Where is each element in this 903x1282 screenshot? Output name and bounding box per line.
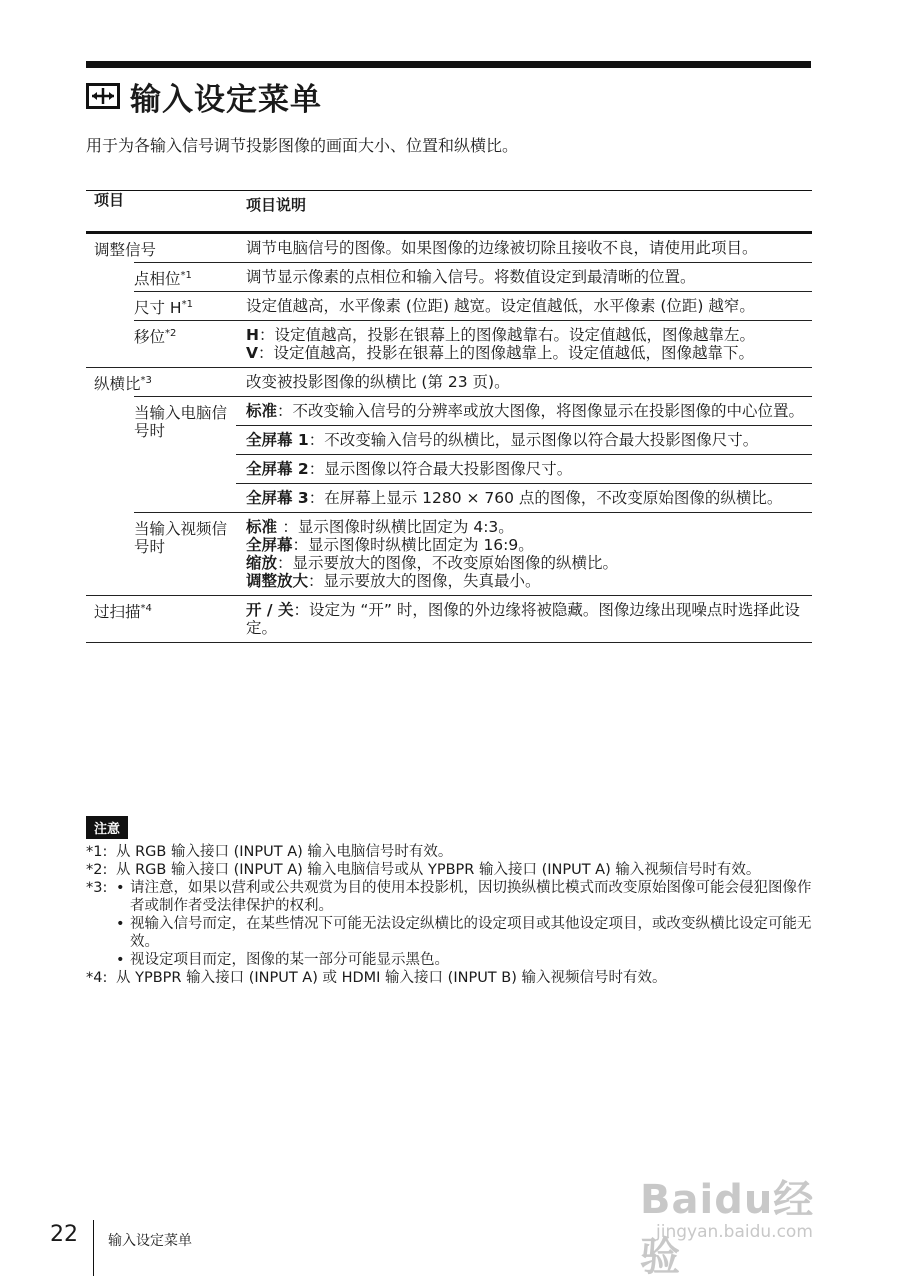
row-label-adjust-signal: 调整信号 [94, 241, 157, 259]
row-desc-phase: 调节显示像素的点相位和输入信号。将数值设定到最清晰的位置。 [236, 263, 812, 292]
footnote-ref: *4 [140, 603, 152, 614]
row-label-video-input: 当输入视频信号时 [134, 513, 236, 596]
header-item: 项目 [86, 191, 236, 233]
footer-divider [93, 1220, 94, 1276]
row-label-overscan: 过扫描$^{*4}$ [86, 596, 236, 643]
watermark-logo: Baidu经验 [640, 1177, 815, 1280]
row-label-hsize: 尺寸 $H^{*1}$ [134, 292, 236, 321]
row-label-shift: 移位$^{*2}$ [134, 321, 236, 368]
note-4: *4: 从 YPBPR 输入接口 (INPUT A) 或 HDMI 输入接口 (INPUT B) 输入视频信号时有效。 [86, 970, 667, 986]
footnote-ref: *1 [180, 270, 192, 281]
footer-title: 输入设定菜单 [108, 1233, 192, 1249]
row-desc-video-modes: 标准 ：显示图像时纵横比固定为 4:3。 全屏幕：显示图像时纵横比固定为 16:9。 缩放：显示要放大的图像，不改变原始图像的纵横比。 调整放大：显示要放大的图像，失真最小。 [236, 513, 812, 596]
note-3-item: • 视输入信号而定，在某些情况下可能无法设定纵横比的设定项目或其他设定项目，或改变纵横比设定可能无效。 [116, 916, 812, 950]
table-row [86, 596, 812, 643]
row-desc-hsize: 设定值越高，水平像素 (位距) 越宽。设定值越低，水平像素 (位距) 越窄。 [236, 292, 812, 321]
row-desc-aspect: 改变被投影图像的纵横比 (第 23 页)。 [236, 368, 812, 397]
row-desc-shift: H：设定值越高，投影在银幕上的图像越靠右。设定值越低，图像越靠左。 V：设定值越高，投影在银幕上的图像越靠上。设定值越低，图像越靠下。 [236, 321, 812, 368]
row-desc-pc-full3: 全屏幕 3：在屏幕上显示 1280 × 760 点的图像，不改变原始图像的纵横比。 [236, 484, 812, 513]
table-row [86, 397, 812, 426]
intro-text: 用于为各输入信号调节投影图像的画面大小、位置和纵横比。 [86, 136, 519, 155]
input-setting-menu-icon [86, 83, 120, 109]
row-desc-adjust-signal: 调节电脑信号的图像。如果图像的边缘被切除且接收不良，请使用此项目。 [246, 239, 758, 257]
note-1: *1: 从 RGB 输入接口 (INPUT A) 输入电脑信号时有效。 [86, 844, 453, 860]
page-title: 输入设定菜单 [130, 81, 322, 118]
table-row [86, 368, 812, 397]
table-row [86, 263, 812, 292]
row-label-phase: 点相位$^{*1}$ [134, 263, 236, 292]
row-desc-overscan: 开 / 关：设定为 “开” 时，图像的外边缘将被隐藏。图像边缘出现噪点时选择此设定。 [236, 596, 812, 643]
footnote-ref: *3 [140, 375, 152, 386]
table-header [86, 191, 812, 233]
bullet-icon: • [116, 880, 125, 896]
table-row [86, 233, 812, 263]
row-label-aspect: 纵横比$^{*3}$ [86, 368, 236, 397]
bullet-icon: • [116, 952, 125, 968]
notes-section [86, 843, 812, 987]
row-desc-pc-normal: 标准：不改变输入信号的分辨率或放大图像，将图像显示在投影图像的中心位置。 [236, 397, 812, 426]
row-label-pc-input: 当输入电脑信号时 [134, 397, 236, 513]
page-number: 22 [50, 1222, 78, 1247]
notes-tag: 注意 [86, 816, 128, 839]
page-heading [86, 76, 322, 116]
row-desc-pc-full1: 全屏幕 1：不改变输入信号的纵横比，显示图像以符合最大投影图像尺寸。 [236, 426, 812, 455]
header-desc: 项目说明 [236, 191, 812, 233]
note-2: *2: 从 RGB 输入接口 (INPUT A) 输入电脑信号或从 YPBPR 输入接口 (INPUT A) 输入视频信号时有效。 [86, 862, 761, 878]
title-rule [86, 61, 811, 68]
bullet-icon: • [116, 916, 125, 932]
footnote-ref: *2 [165, 328, 177, 339]
watermark-url: jingyan.baidu.com [656, 1222, 813, 1242]
baidu-watermark [640, 1150, 850, 1280]
row-desc-pc-full2: 全屏幕 2：显示图像以符合最大投影图像尺寸。 [236, 455, 812, 484]
footnote-ref: *1 [181, 299, 193, 310]
settings-table [86, 190, 812, 643]
table-row [86, 292, 812, 321]
note-3: *3: • 请注意，如果以营利或公共观赏为目的使用本投影机，因切换纵横比模式而改变原始图像可能会侵犯图像作者或制作者受法律保护的权利。 [86, 880, 812, 914]
table-row [86, 321, 812, 368]
note-3-item: • 视设定项目而定，图像的某一部分可能显示黑色。 [116, 952, 449, 968]
table-row [86, 513, 812, 596]
